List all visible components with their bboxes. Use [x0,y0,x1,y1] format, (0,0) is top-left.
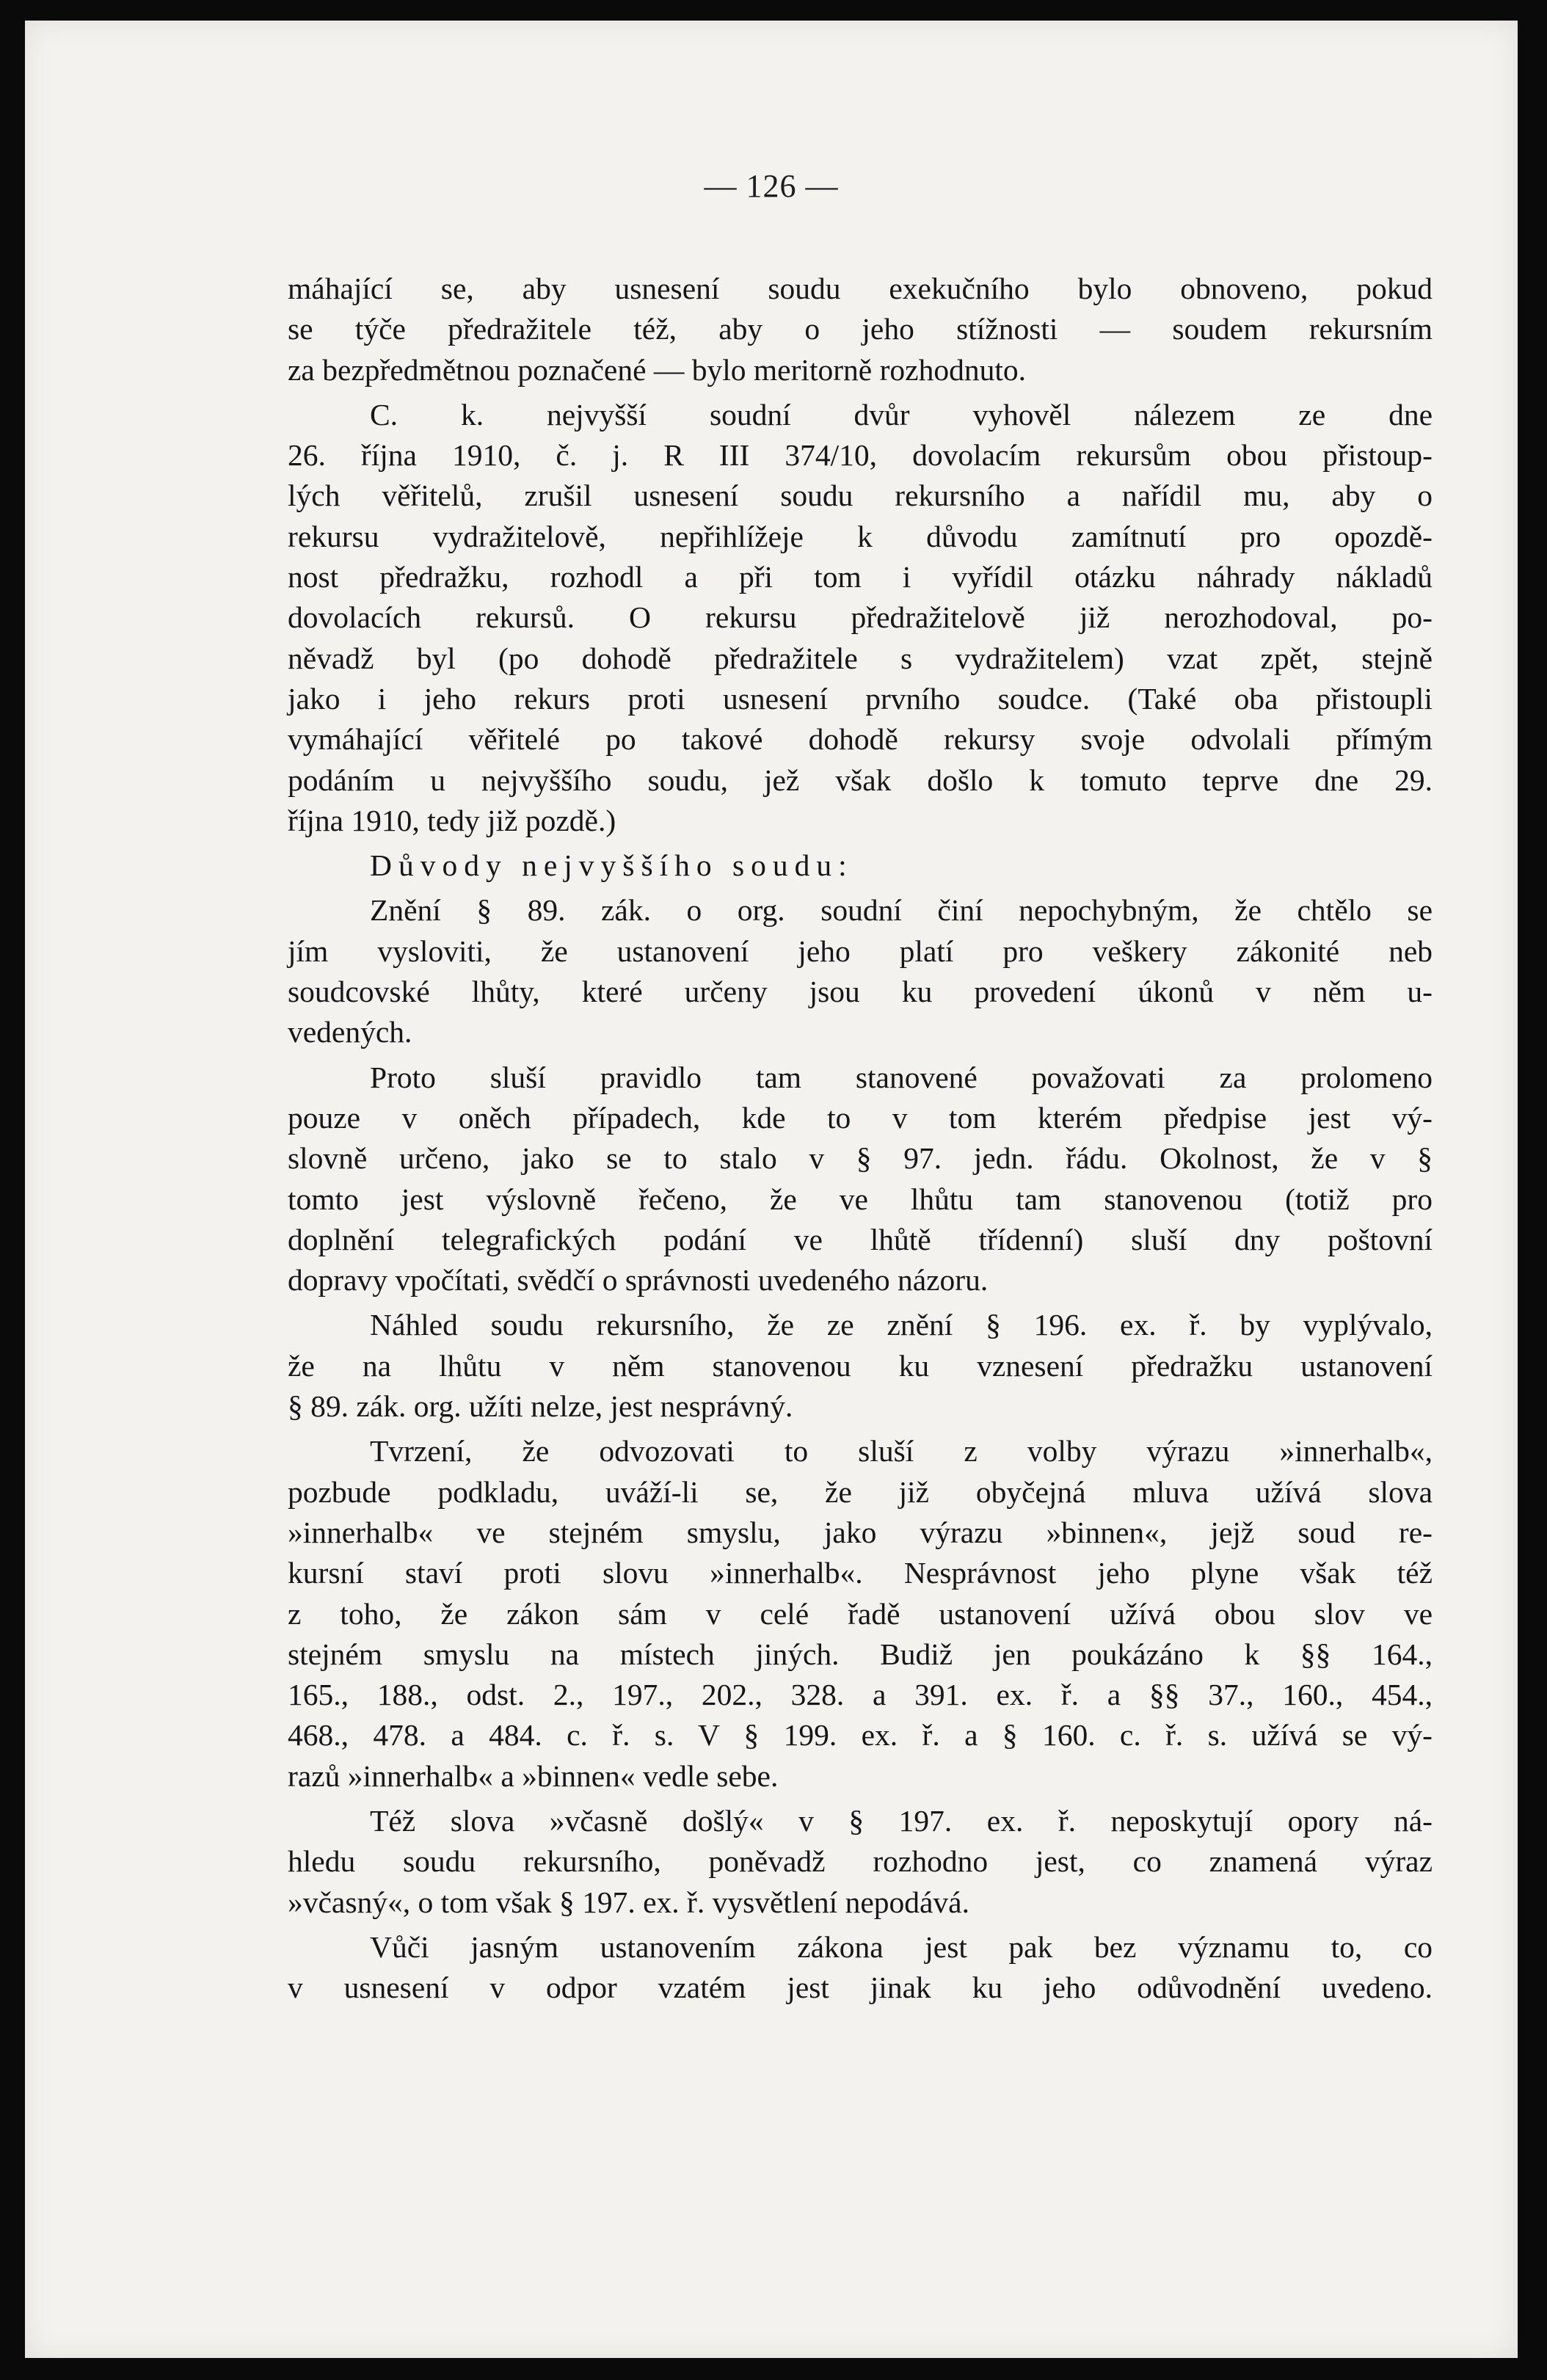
text-line: dopravy vpočítati, svědčí o správnosti uvedeného názoru. [288,1263,989,1298]
text-line: dovolacích rekursů. O rekursu předražitelově již nerozhodoval, po- [288,600,1433,635]
text-line: nost předražku, rozhodl a při tom i vyřídil otázku náhrady nákladů [288,560,1433,594]
text-line: Znění § 89. zák. o org. soudní činí nepochybným, že chtělo se [370,893,1433,928]
text-line: jako i jeho rekurs proti usnesení prvního soudce. (Také oba přistoupli [288,681,1433,716]
text-line: v usnesení v odpor vzatém jest jinak ku jeho odůvodnění uvedeno. [288,1970,1433,2005]
text-line: podáním u nejvyššího soudu, jež však došlo k tomuto teprve dne 29. [288,763,1433,797]
page-number: — 126 — [704,168,839,204]
text-line: Tvrzení, že odvozovati to sluší z volby výrazu »innerhalb«, [370,1434,1433,1469]
text-line: 468., 478. a 484. c. ř. s. V § 199. ex. ř. a § 160. c. ř. s. užívá se vý- [288,1718,1433,1753]
text-line: »včasný«, o tom však § 197. ex. ř. vysvětlení nepodává. [288,1885,969,1919]
paragraph [288,1801,1433,1923]
text-line: Důvody nejvyššího soudu: [370,848,853,883]
text-line: že na lhůtu v něm stanovenou ku vznesení předražku ustanovení [288,1348,1433,1383]
text-line: 165., 188., odst. 2., 197., 202., 328. a 391. ex. ř. a §§ 37., 160., 454., [288,1678,1433,1712]
text-line: § 89. zák. org. užíti nelze, jest nesprávný. [288,1389,793,1424]
paragraph [288,1305,1433,1427]
text-line: C. k. nejvyšší soudní dvůr vyhověl nálezem ze dne [370,397,1433,432]
paragraph [288,890,1433,1052]
book-page [25,21,1518,2358]
text-line: něvadž byl (po dohodě předražitele s vydražitelem) vzat zpět, stejně [288,641,1433,675]
text-line: tomto jest výslovně řečeno, že ve lhůtu tam stanovenou (totiž pro [288,1182,1433,1216]
text-line: vymáhající věřitelé po takové dohodě rekursy svoje odvolali přímým [288,722,1433,757]
text-line: doplnění telegrafických podání ve lhůtě třídenní) sluší dny poštovní [288,1222,1433,1256]
text-line: slovně určeno, jako se to stalo v § 97. jedn. řádu. Okolnost, že v § [288,1141,1433,1176]
text-line: máhající se, aby usnesení soudu exekučního bylo obnoveno, pokud [288,272,1433,305]
text-line: Též slova »včasně došlý« v § 197. ex. ř. neposkytují opory ná- [370,1803,1433,1838]
text-line: října 1910, tedy již pozdě.) [288,803,616,837]
paragraph [288,1058,1433,1301]
text-line: hledu soudu rekursního, poněvadž rozhodno jest, co znamená výraz [288,1844,1433,1879]
text-line: stejném smyslu na místech jiných. Budiž jen poukázáno k §§ 164., [288,1637,1433,1671]
text-line: z toho, že zákon sám v celé řadě ustanovení užívá obou slov ve [288,1596,1433,1631]
paragraph [288,845,1433,886]
text-line: 26. října 1910, č. j. R III 374/10, dovolacím rekursům obou přistoup- [288,438,1433,473]
paragraph [288,269,1433,390]
text-line: Náhled soudu rekursního, že ze znění § 196. ex. ř. by vyplývalo, [370,1308,1433,1342]
paragraph [288,1927,1433,2009]
text-line: »innerhalb« ve stejném smyslu, jako výrazu »binnen«, jejž soud re- [288,1515,1433,1549]
text-line: vedených. [288,1015,412,1049]
text-line: se týče předražitele též, aby o jeho stížnosti — soudem rekursním [288,312,1433,346]
text-line: soudcovské lhůty, které určeny jsou ku provedení úkonů v něm u- [288,975,1433,1009]
text-line: kursní staví proti slovu »innerhalb«. Nesprávnost jeho plyne však též [288,1556,1433,1590]
paragraph [288,395,1433,841]
body-text [288,269,1433,2012]
text-line: Proto sluší pravidlo tam stanovené považovati za prolomeno [370,1060,1433,1094]
text-line: za bezpředmětnou poznačené — bylo meritorně rozhodnuto. [288,352,1026,387]
text-line: pouze v oněch případech, kde to v tom kterém předpise jest vý- [288,1100,1433,1135]
text-line: razů »innerhalb« a »binnen« vedle sebe. [288,1758,779,1793]
text-line: jím vysloviti, že ustanovení jeho platí pro veškery zákonité neb [288,934,1433,968]
text-line: rekursu vydražitelově, nepřihlížeje k důvodu zamítnutí pro opozdě- [288,519,1433,553]
text-line: lých věřitelů, zrušil usnesení soudu rekursního a nařídil mu, aby o [288,478,1433,513]
paragraph [288,1431,1433,1797]
text-line: Vůči jasným ustanovením zákona jest pak bez významu to, co [370,1929,1433,1964]
text-line: pozbude podkladu, uváží-li se, že již obyčejná mluva užívá slova [288,1474,1433,1509]
